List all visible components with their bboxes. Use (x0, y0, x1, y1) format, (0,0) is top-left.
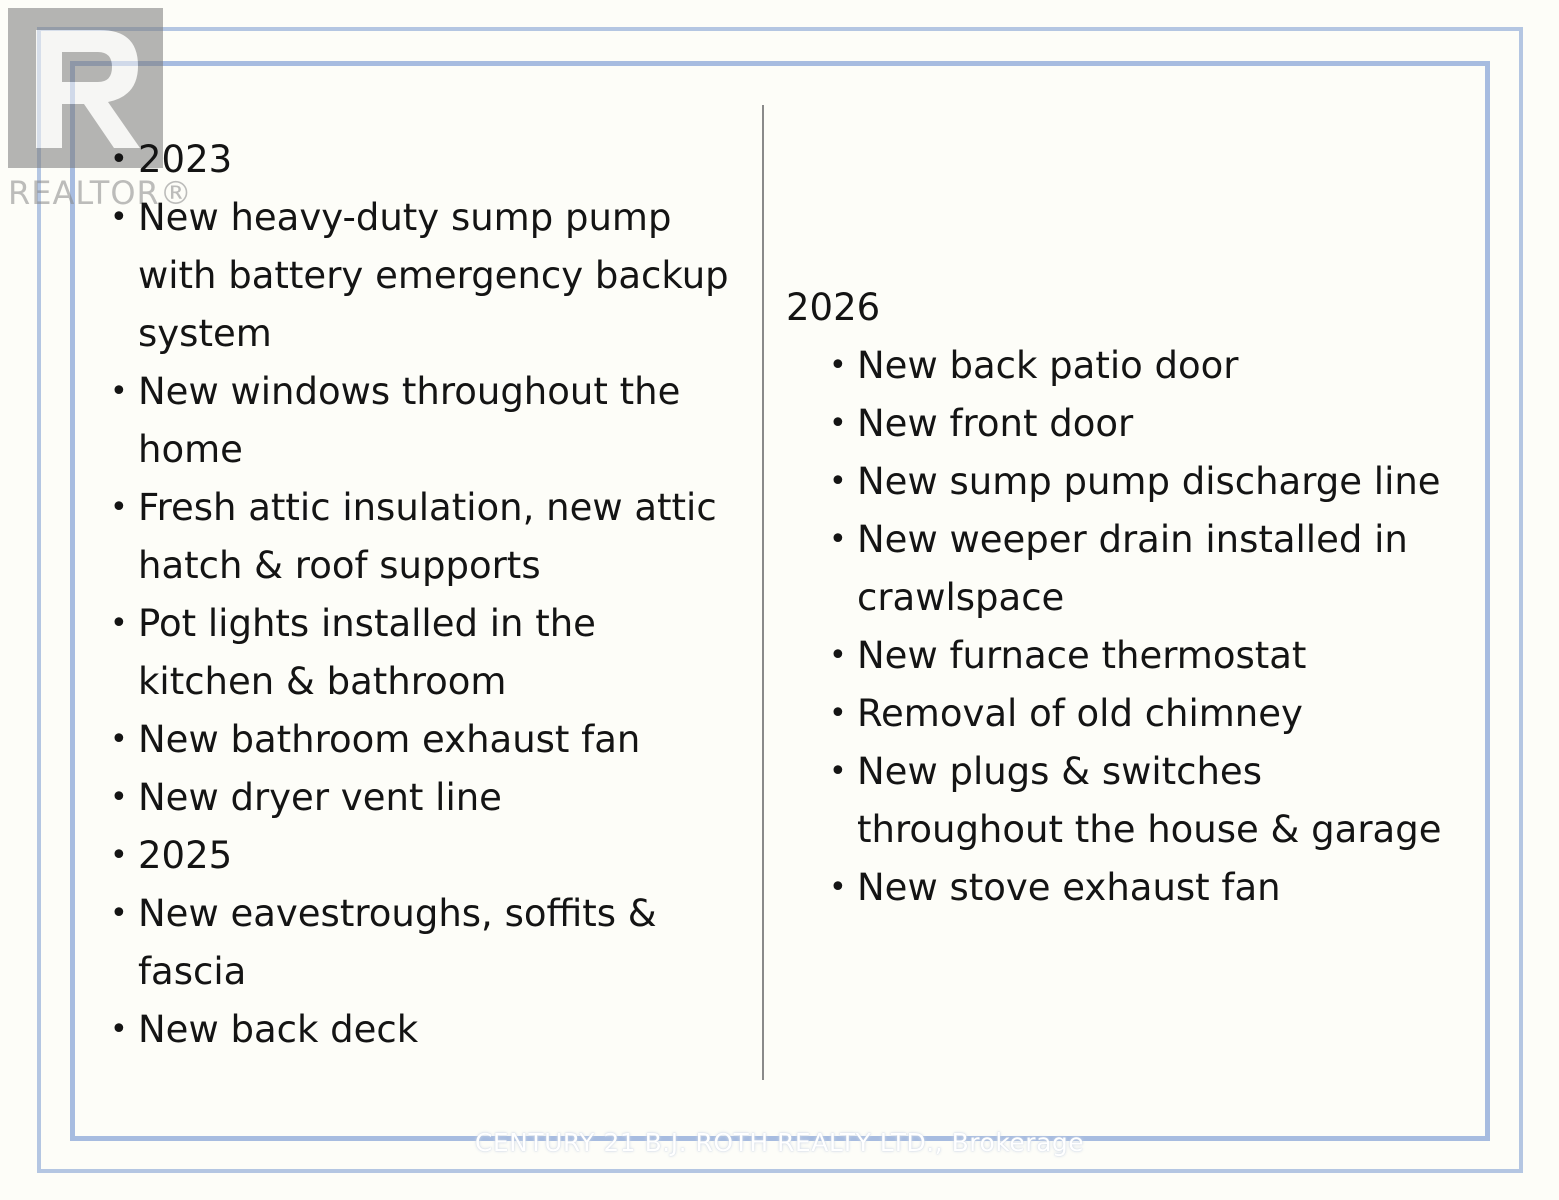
list-item: • New windows throughout the home (110, 363, 740, 479)
list-item: • 2025 (110, 827, 740, 885)
realtor-logo-text: REALTOR® (8, 174, 193, 212)
year-heading-2026: 2026 (786, 286, 881, 329)
list-item: • Pot lights installed in the kitchen & bathroom (110, 595, 740, 711)
list-item: • Fresh attic insulation, new attic hatch & roof supports (110, 479, 740, 595)
column-divider (762, 105, 764, 1080)
list-item: • New back deck (110, 1001, 740, 1059)
list-item: • New weeper drain installed in crawlspace (829, 511, 1469, 627)
list-item: • New dryer vent line (110, 769, 740, 827)
list-item: • New plugs & switches throughout the house & garage (829, 743, 1469, 859)
list-item: • New furnace thermostat (829, 627, 1469, 685)
list-item: • New stove exhaust fan (829, 859, 1469, 917)
right-column-list (829, 337, 1469, 917)
left-column-list (110, 131, 740, 1059)
list-item: • New bathroom exhaust fan (110, 711, 740, 769)
brokerage-watermark: CENTURY 21 B.J. ROTH REALTY LTD., Brokerage (474, 1128, 1085, 1157)
list-item: • New heavy-duty sump pump with battery emergency backup system (110, 189, 740, 363)
list-item: • New sump pump discharge line (829, 453, 1469, 511)
list-item: • Removal of old chimney (829, 685, 1469, 743)
list-item: • New eavestroughs, soffits & fascia (110, 885, 740, 1001)
list-item: • New back patio door (829, 337, 1469, 395)
list-item: • New front door (829, 395, 1469, 453)
list-item: • 2023 (110, 131, 740, 189)
